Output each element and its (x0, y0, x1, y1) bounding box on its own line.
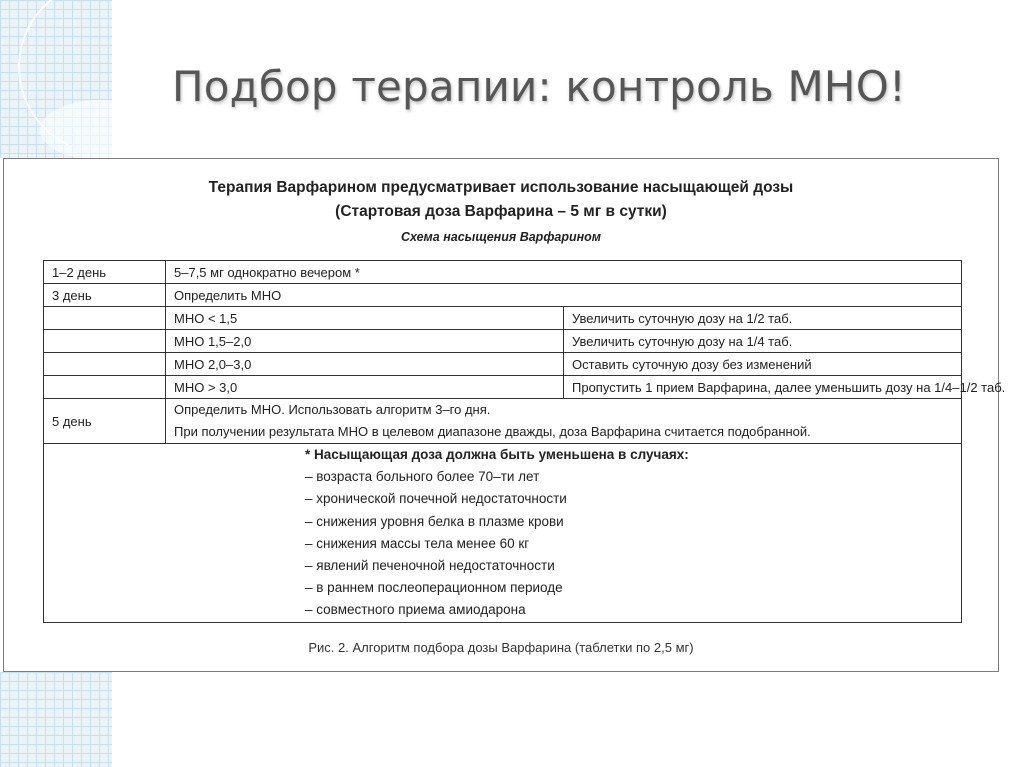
decorative-grid-top (0, 0, 112, 158)
action-cell (166, 399, 962, 444)
list-item: – совместного приема амиодарона (305, 602, 526, 618)
table-row (44, 330, 962, 353)
condition-cell: МНО 1,5–2,0 (166, 330, 564, 353)
empty-cell (44, 353, 166, 376)
list-item: – возраста больного более 70–ти лет (305, 469, 540, 485)
notes-title: * Насыщающая доза должна быть уменьшена в случаях: (305, 447, 689, 462)
day-cell: 3 день (44, 284, 166, 307)
decorative-glow (40, 100, 160, 160)
action-cell: 5–7,5 мг однократно вечером * (166, 261, 962, 284)
action-cell: Определить МНО (166, 284, 962, 307)
day-cell: 1–2 день (44, 261, 166, 284)
day-cell: 5 день (44, 399, 166, 444)
table-row (44, 376, 962, 399)
table-row (44, 353, 962, 376)
list-item: – снижения массы тела менее 60 кг (305, 535, 530, 551)
table-row (44, 307, 962, 330)
empty-cell (44, 330, 166, 353)
condition-cell: МНО 2,0–3,0 (166, 353, 564, 376)
action-cell: Пропустить 1 прием Варфарина, далее уменьшить дозу на 1/4–1/2 таб. (564, 376, 962, 399)
list-item: – в раннем послеоперационном периоде (305, 580, 563, 596)
condition-cell: МНО > 3,0 (166, 376, 564, 399)
day5-line1: Определить МНО. Использовать алгоритм 3–го дня. (174, 402, 491, 417)
notes-list (305, 444, 953, 622)
empty-cell (44, 307, 166, 330)
table-row (44, 284, 962, 307)
table-row (44, 399, 962, 444)
figure-heading: Терапия Варфарином предусматривает использование насыщающей дозы (208, 179, 794, 196)
action-cell: Оставить суточную дозу без изменений (564, 353, 962, 376)
action-cell: Увеличить суточную дозу на 1/2 таб. (564, 307, 962, 330)
empty-cell (44, 376, 166, 399)
table-row (44, 261, 962, 284)
list-item: – снижения уровня белка в плазме крови (305, 513, 564, 529)
day5-line2: При получении результата МНО в целевом диапазоне дважды, доза Варфарина считается подобранной. (174, 424, 811, 439)
list-item: – явлений печеночной недостаточности (305, 558, 555, 574)
decorative-grid-bottom (0, 672, 112, 767)
table-row (44, 444, 962, 623)
warfarin-figure (3, 158, 1006, 672)
action-cell: Увеличить суточную дозу на 1/4 таб. (564, 330, 962, 353)
list-item: – хронической почечной недостаточности (305, 491, 567, 507)
figure-caption: Рис. 2. Алгоритм подбора дозы Варфарина (таблетки по 2,5 мг) (308, 640, 694, 655)
condition-cell: МНО < 1,5 (166, 307, 564, 330)
slide-title: Подбор терапии: контроль МНО! (172, 62, 906, 111)
figure-subheading: (Стартовая доза Варфарина – 5 мг в сутки) (335, 203, 667, 220)
dosing-scheme-table (43, 260, 1006, 623)
scheme-title: Схема насыщения Варфарином (400, 230, 602, 244)
notes-cell (44, 444, 962, 623)
